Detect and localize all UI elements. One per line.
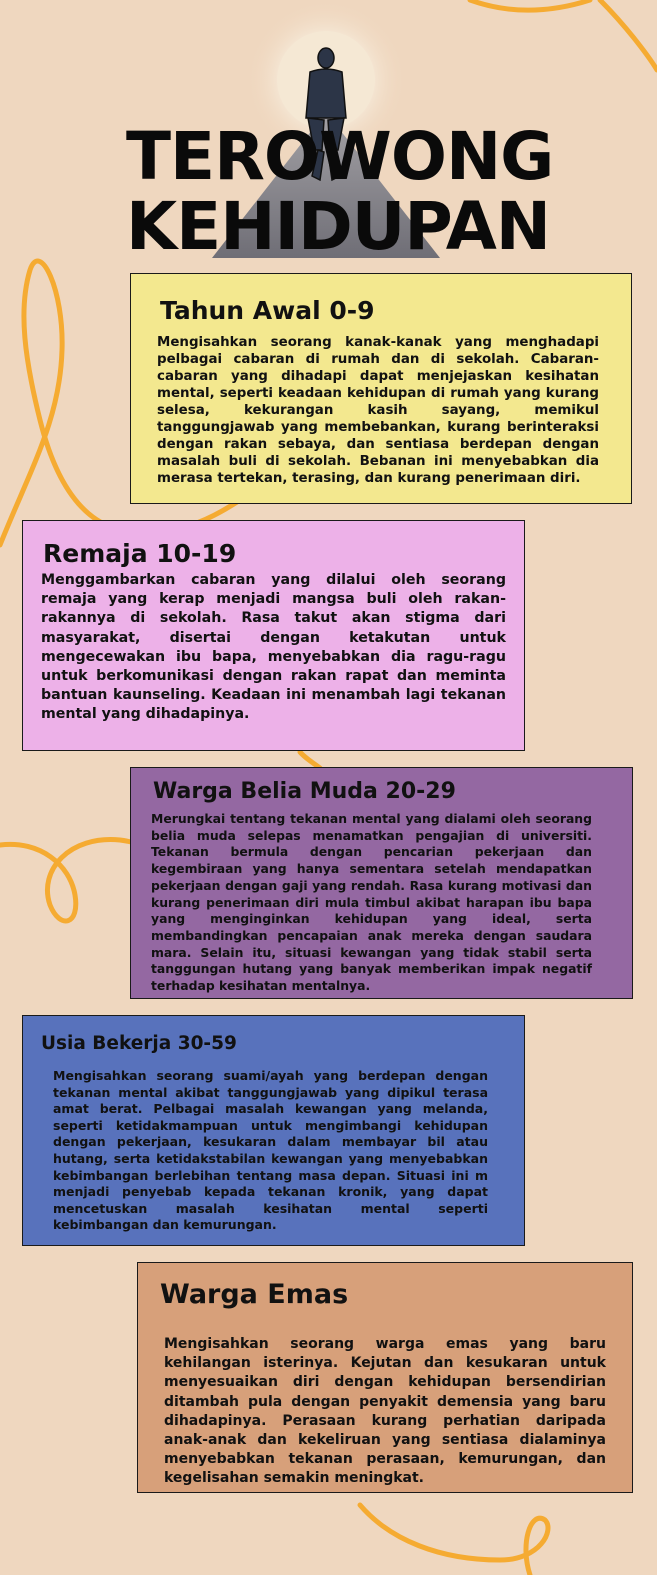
stage-card-working-age [22,1015,525,1246]
stage-title: Remaja 10-19 [43,539,237,568]
stage-card-early-years [130,273,632,504]
stage-description: Mengisahkan seorang kanak-kanak yang menghadapi pelbagai cabaran di rumah dan di sekolah. Cabaran-cabaran yang dihadapi dapat menjejaskan kesihatan mental, seperti keadaan kehidupan di rumah yang kurang selesa, kekurangan kasih sayang, memikul tanggungjawab yang membebankan, kurang berinteraksi dengan rakan sebaya, dan sentiasa berdepan dengan masalah buli di sekolah. Bebanan ini menyebabkan dia merasa tertekan, terasing, dan kurang penerimaan diri. [157,335,599,486]
title-line-2: KEHIDUPAN [126,188,551,265]
stage-title: Usia Bekerja 30-59 [41,1033,237,1054]
stage-description: Merungkai tentang tekanan mental yang dialami oleh seorang belia muda selepas menamatkan pengajian di universiti. Tekanan bermula dengan pencarian pekerjaan dan kegembiraan yang hanya sementara setelah mendapatkan pekerjaan dengan gaji yang rendah. Rasa kurang motivasi dan kurang penerimaan diri mula timbul akibat harapan ibu bapa yang menginginkan kehidupan yang ideal, serta membandingkan pencapaian anak mereka dengan saudara mara. Selain itu, situasi kewangan yang tidak stabil serta tanggungan hutang yang banyak memberikan impak negatif terhadap kesihatan mentalnya. [151,811,592,994]
stage-title: Warga Emas [160,1279,349,1310]
stage-title: Tahun Awal 0-9 [160,296,375,325]
squiggle-mid-connector [300,752,320,768]
squiggle-bottom [360,1505,548,1575]
page-title [126,118,554,265]
title-line-1: TEROWONG [126,118,554,195]
stage-card-teen [22,520,525,751]
stage-description: Mengisahkan seorang suami/ayah yang berdepan dengan tekanan mental akibat tanggungjawab yang dipikul terasa amat berat. Pelbagai masalah kewangan yang melanda, seperti ketidakmampuan untuk mengimbangi kehidupan dengan pekerjaan, kesukaran dalam membayar bil atau hutang, serta ketidakstabilan kewangan yang menyebabkan kebimbangan berlebihan tentang masa depan. Situasi ini m menjadi penyebab kepada tekanan kronik, yang dapat mencetuskan masalah kesihatan mental seperti kebimbangan dan kemurungan. [53,1068,488,1233]
stage-description: Menggambarkan cabaran yang dilalui oleh seorang remaja yang kerap menjadi mangsa buli oleh rakan-rakannya di sekolah. Rasa takut akan stigma dari masyarakat, disertai dengan ketakutan untuk mengecewakan ibu bapa, menyebabkan dia ragu-ragu untuk berkomunikasi dengan rakan rapat dan meminta bantuan kaunseling. Keadaan ini menambah lagi tekanan mental yang dihadapinya. [41,572,506,723]
stage-card-young-adult [130,767,633,999]
stage-card-senior [137,1262,633,1493]
stage-title: Warga Belia Muda 20-29 [153,779,456,804]
stage-description: Mengisahkan seorang warga emas yang baru kehilangan isterinya. Kejutan dan kesukaran untuk menyesuaikan diri dengan kehidupan bersendirian ditambah pula dengan penyakit demensia yang baru dihadapinya. Perasaan kurang perhatian daripada anak-anak dan kekeliruan yang sentiasa dialaminya menyebabkan tekanan perasaan, kemurungan, dan kegelisahan semakin meningkat. [164,1336,606,1487]
